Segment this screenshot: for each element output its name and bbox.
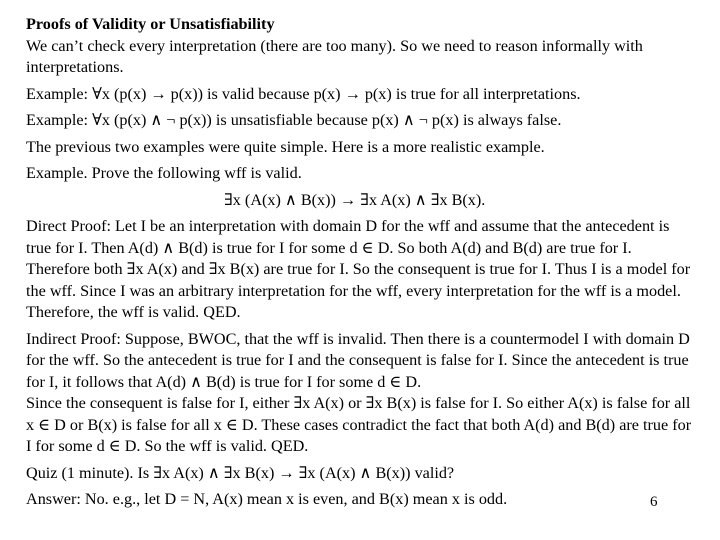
page-number: 6 [650, 494, 658, 510]
direct-proof: Direct Proof: Let I be an interpretation with domain D for the wff and assume that the antecedent is true for I. Then A(d) ∧ B(d) is true for I for some d ∈ D. So both A(d) and B(d) are true for I. Therefore both ∃x A(x) and ∃x B(x) are true for I. So the consequent is true for I. Thus I is a model for the wff. Since I was an arbitrary interpretation for the wff, every interpretation for the wff is a model. Therefore, the wff is valid. QED. [26, 217, 691, 321]
quiz: Quiz (1 minute). Is ∃x A(x) ∧ ∃x B(x) → ∃x (A(x) ∧ B(x)) valid? [26, 463, 455, 482]
slide-title: Proofs of Validity or Unsatisfiability [26, 15, 275, 33]
previous-examples-note: The previous two examples were quite simple. Here is a more realistic example. [26, 137, 545, 156]
example-valid: Example: ∀x (p(x) → p(x)) is valid because p(x) → p(x) is true for all interpretations. [26, 84, 581, 103]
wff-formula: ∃x (A(x) ∧ B(x)) → ∃x A(x) ∧ ∃x B(x). [224, 190, 486, 209]
indirect-proof-part1: Indirect Proof: Suppose, BWOC, that the wff is invalid. Then there is a countermodel I with domain D for the wff. So the antecedent is true for I and the consequent is false for I. Since the antecedent is true for I, it follows that A(d) ∧ B(d) is true for I for some d ∈ D. [26, 329, 690, 391]
example-unsatisfiable: Example: ∀x (p(x) ∧ ¬ p(x)) is unsatisfiable because p(x) ∧ ¬ p(x) is always false. [26, 111, 562, 129]
intro-paragraph: We can’t check every interpretation (there are too many). So we need to reason informally with interpretations. [26, 36, 643, 76]
answer: Answer: No. e.g., let D = N, A(x) mean x is even, and B(x) mean x is odd. [26, 490, 508, 508]
indirect-proof-part2: Since the consequent is false for I, either ∃x A(x) or ∃x B(x) is false for I. So either A(x) is false for all x ∈ D or B(x) is false for all x ∈ D. These cases contradict the fact that both A(d) and B(d) are true for I for some d ∈ D. So the wff is valid. QED. [26, 394, 692, 455]
slide-content [26, 14, 698, 511]
example-prove: Example. Prove the following wff is valid. [26, 164, 302, 182]
